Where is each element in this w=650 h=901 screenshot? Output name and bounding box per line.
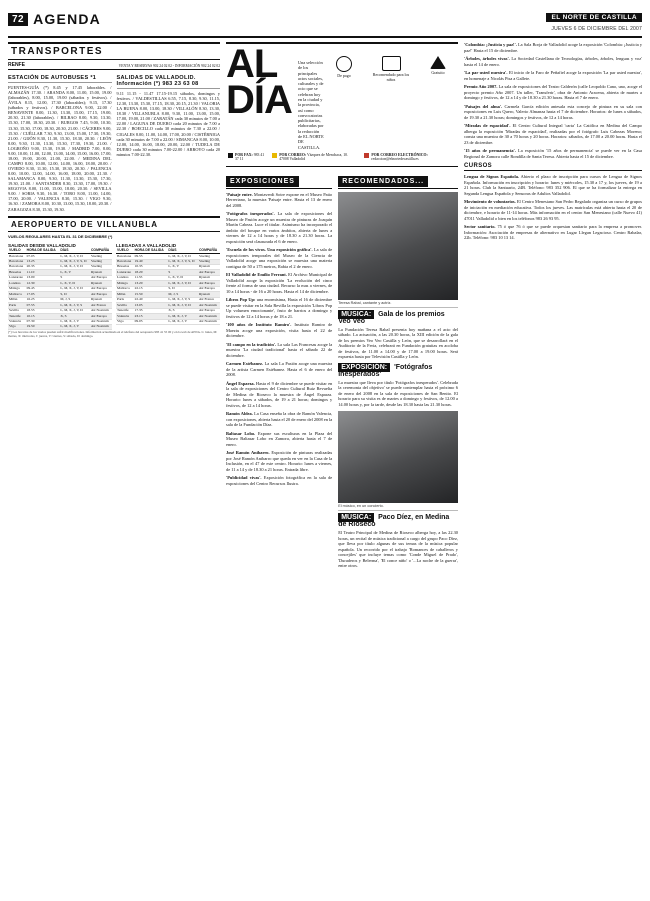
cursos-list bbox=[464, 174, 642, 241]
table-cell: 16.25 bbox=[26, 297, 60, 302]
table-cell: L, X, V bbox=[59, 270, 90, 275]
list-item bbox=[226, 247, 332, 269]
list-item bbox=[226, 192, 332, 209]
table-cell: Tenerife bbox=[8, 314, 26, 319]
item-lead: El Valladolid de Emilio Ferrant. bbox=[226, 272, 287, 277]
table-cell: L, M, X, J, V, S, D bbox=[167, 259, 198, 264]
list-item bbox=[226, 272, 332, 294]
table-cell: Air Nostrum bbox=[198, 303, 220, 308]
masthead-right bbox=[546, 6, 642, 32]
cursos-heading: CURSOS bbox=[464, 163, 642, 171]
aldia-banner bbox=[226, 42, 458, 167]
table-cell: Air Europa bbox=[198, 286, 220, 291]
item-text: El inicio de la Faro de Peñafiel acoge la exposición 'La par usted nuestra', en homenaje a Nicolás Pisa a Gallete. bbox=[464, 70, 642, 81]
item-lead: Ángel Esparza. bbox=[226, 380, 255, 386]
item-text: Hasta el 9 de diciembre se puede visitar en la sala de exposiciones del Centro Cultural Ruiz Revuelta de Medina de Rioseco la muestra de Ángel Esparza. Horario: lunes a sábados, de 19 a 21 horas; domingos y festivos, de 12 a 14 horas. bbox=[226, 380, 333, 408]
item-text: 75 ó que 76 ó que se puede orquestan sanitario para la empresa a promover. Información: Asociación de empresas de alternativo en Lugar Llegan Legacioso. Centro Rabalar, 22b. Teléfono: 983 10 13 14. bbox=[464, 224, 642, 240]
table-cell: L, M, X, J, V, D bbox=[59, 254, 90, 259]
music-paco-kicker: MÚSICA: bbox=[338, 513, 374, 522]
item-lead: '100 años de Instituto Ramiro'. bbox=[226, 322, 292, 327]
expo-fotografos-head bbox=[338, 364, 458, 378]
item-lead: 'Escuela de los vivos. Una exposición gráfica'. bbox=[226, 247, 313, 252]
item-text: La Sociedad Castellana de Tecnologías, árboles, árboles, lenguas y voz' hasta el 14 de enero. bbox=[464, 56, 642, 67]
table-cell: Valencia bbox=[116, 314, 134, 319]
table-cell: Mallorca bbox=[116, 286, 134, 291]
table-cell: Lanzarote bbox=[116, 270, 134, 275]
item-lead: Carmen Estébanez. bbox=[226, 361, 264, 366]
table-cell: S, D bbox=[59, 292, 90, 297]
item-lead: 'Paisaje entre. bbox=[226, 191, 253, 197]
item-text: El Archivo Municipal de Valladolid acoge la exposición 'La evolución del cinco frente al forma de una ciudad. Recurso la mas a viernes, de 10 a 14 horas - de 16 a 20 horas. Hasta el 14 de diciembre. bbox=[226, 272, 333, 294]
list-item bbox=[226, 211, 332, 244]
item-lead: Movimiento de voluntarios. bbox=[464, 199, 516, 204]
item-lead: 'Árboles, árboles vivas'. bbox=[464, 56, 510, 61]
item-lead: 'Colombia: ¡Justicia y paz!'. bbox=[464, 42, 517, 47]
table-cell: Milán bbox=[116, 292, 134, 297]
item-text: una enormísima, Hasta el 16 de diciembre se puede visitar en la Sala Revilla la exposición 'Libros Pop Up volumen emocionante', fruto de barrios a domingo y festivos de 12 a 14 horas y de 18 a 21. bbox=[226, 297, 333, 319]
table-cell: 17.05 bbox=[26, 292, 60, 297]
right-exposiciones-list bbox=[464, 42, 642, 159]
table-cell: Vueling bbox=[198, 259, 220, 264]
table-cell: 12.30 bbox=[26, 281, 60, 286]
item-lead: 'El campo en la tradición'. bbox=[226, 341, 277, 347]
table-cell: S, D bbox=[167, 286, 198, 291]
table-cell: L, M, X, J, V bbox=[59, 319, 90, 324]
th2-compania: COMPAÑÍA bbox=[198, 249, 220, 254]
exposiciones-list bbox=[226, 192, 332, 487]
item-text: Montaverdi Sotre expone en el Museo Patio Herreriano, la muestra 'Paisaje entre. Hasta el 13 de enero del 2008. bbox=[226, 191, 333, 208]
table-cell: Ryanair bbox=[90, 297, 112, 302]
list-item bbox=[226, 361, 332, 378]
table-cell: 22.40 bbox=[134, 297, 168, 302]
table-cell: Air France bbox=[198, 297, 220, 302]
aldia-subtitle: Una selección de los principales actos sociales, culturales y de ocio que se celebran hoy en la ciudad y la provincia, así como convocatorias publicitarias, elaboradas por la redacción de EL NORTE DE CASTILLA. bbox=[297, 60, 324, 150]
flights-in-title: LLEGADAS A VALLADOLID bbox=[116, 242, 177, 248]
table-cell: 09.05 bbox=[134, 319, 168, 324]
fax-text: 983 41 37 11 bbox=[235, 152, 265, 162]
table-cell: 11.10 bbox=[26, 270, 60, 275]
teresa-rabal-caption: Teresa Rabal, cantante y actriz. bbox=[338, 300, 458, 308]
item-text: La sala La Pasión acoge una muestra de la artista Carmen Estébanez. Hasta el 6 de enero del 2008. bbox=[226, 361, 333, 377]
newspaper-flag: EL NORTE DE CASTILLA bbox=[546, 13, 642, 22]
flights-out-table bbox=[8, 249, 112, 331]
table-cell: 13.05 bbox=[134, 303, 168, 308]
table-cell: 13.00 bbox=[26, 275, 60, 280]
section-title: AGENDA bbox=[33, 11, 101, 27]
table-cell: Barcelona bbox=[8, 254, 26, 259]
table-cell: S bbox=[167, 270, 198, 275]
table-cell: X, S bbox=[167, 308, 198, 313]
item-text: La Sala Borja de Valladolid acoge la exposición 'Colombia: ¡Justicia y paz!' Hasta el 15 de diciembre. bbox=[464, 42, 643, 53]
expo-fotografos-body: La muestra que lleva por título 'Fotógrafos inesperados'. Celebrada la ceremonia del objetivo' se puede contemplar hasta el próximo 6 de enero del 2008 en la sala de exposiciones de San Benito. El horario para su visita es de martes a domingo y festivos, de 12.00 a 14.00 horas y, por la tarde, desde las 18.30 hasta las 21.30 horas. bbox=[338, 379, 458, 407]
item-lead: 'Fotógrafos inesperados'. bbox=[226, 211, 275, 216]
bus-station-heading: ESTACIÓN DE AUTOBUSES *1 bbox=[8, 75, 112, 83]
table-cell: 07.30 bbox=[26, 319, 60, 324]
aldia-contact-legend bbox=[226, 153, 458, 162]
legend-free bbox=[418, 56, 458, 82]
item-lead: Premio Año 2007. bbox=[464, 84, 498, 89]
item-lead: 'Publicidad vivas'. bbox=[226, 475, 262, 480]
list-item bbox=[226, 297, 332, 319]
list-item bbox=[464, 199, 642, 221]
table-cell: Air Europa bbox=[198, 308, 220, 313]
column-right bbox=[464, 42, 642, 569]
mail-icon bbox=[272, 153, 277, 158]
airport-subheading: VUELOS REGULARES HASTA EL 31 DE DICIEMBRE (*) bbox=[8, 233, 113, 239]
table-cell: Vigo bbox=[116, 319, 134, 324]
item-text: La exposición '15 años de permanencia' se puede ver en la Casa Regional de Zamora calle Rondilla de Santa Teresa. Abierta hasta el 15 de diciembre. bbox=[464, 148, 643, 159]
bus-departures-col1: FUENTES-GUÍA (*) 8.45 y 17.45 laborables. / ALMAZÁN 17.30. / ARANDA 8.00, 11.00, 15.00, 19.00 (laborables), 8.00, 15.00, 19.00 (sábados y festivos). / ÁVILA 8.15, 12.00, 17.30 (laborables); 9.15, 17.30 (sábados y festivos). / BARCELONA 9.00, 22.00 / BENAVENTE 8.00, 11.30, 13.30, 15.00, 17.15, 19.00, 20.30, 21.30 (laborables). / BILBAO 8.00, 9.30, 13.30, 15.30, 17.00, 18.30, 20.30. / BURGOS 7.45, 9.00, 10.30, 13.30, 15.30, 17.00, 18.30, 20.30, 21.00. / CÁCERES 9.00, 15.30. / CUÉLLAR 7.30, 9.30, 13.00, 15.00, 17.30, 19.30, 21.00. / GIJÓN 8.30, 11.30, 15.30, 18.30, 20.30. / LEÓN 8.00, 9.30, 11.30, 13.30, 15.30, 17.30, 19.30, 21.00. / LOGROÑO 9.00, 15.30, 19.30. / MADRID 7.00, 8.00, 9.00, 10.00, 11.00, 12.00, 13.00, 14.00, 15.00, 16.00, 17.00, 18.00, 19.00, 20.00, 21.00, 22.00. / MEDINA DEL CAMPO 8.00, 10.00, 12.00, 14.00, 16.00, 18.00, 20.00. / OVIEDO 8.30, 11.30, 15.30, 18.30, 20.30. / PALENCIA 8.00, 10.00, 12.00, 14.00, 16.00, 18.00, 20.00, 21.30. / SALAMANCA 8.00, 9.30, 11.30, 13.30, 15.30, 17.30, 19.30, 21.00. / SANTANDER 8.30, 13.30, 17.00, 19.30. / SEGOVIA 8.00, 11.00, 15.00, 18.00, 20.30. / SEVILLA 9.00. / SORIA 9.30, 16.30. / TORO 8.00, 11.00, 14.00, 17.00, 20.00. / VALENCIA 8.30, 15.30. / VIGO 9.30, 16.30. / ZAMORA 8.00, 10.30, 13.00, 15.30, 18.00, 20.30. / ZARAGOZA 8.30, 15.30, 19.30. bbox=[8, 85, 112, 212]
table-cell: 10.15 bbox=[26, 314, 60, 319]
table-cell: Vueling bbox=[90, 254, 112, 259]
table-cell: L, M, X, J, V, D bbox=[167, 254, 198, 259]
table-cell: Barcelona bbox=[8, 259, 26, 264]
item-lead: Libros Pop Up: bbox=[226, 297, 256, 302]
table-cell: Air Nostrum bbox=[90, 325, 112, 330]
table-cell: L, X, V bbox=[167, 265, 198, 270]
item-lead: José Ramón Anibarro. bbox=[226, 450, 270, 455]
money-icon bbox=[336, 56, 352, 72]
table-cell: Air Europa bbox=[90, 292, 112, 297]
table-cell: 07.55 bbox=[26, 303, 60, 308]
musico-caption: El músico, en un concierto. bbox=[338, 503, 458, 511]
table-cell: Air Europa bbox=[90, 314, 112, 319]
airport-heading: AEROPUERTO DE VILLANUBLA bbox=[8, 216, 220, 232]
flights-in-table bbox=[116, 249, 220, 325]
table-cell: Air Europa bbox=[90, 286, 112, 291]
item-text: Expone sus esculturas en la Plaza del Museo Baltasar Lobo en Zamora, abierta hasta el 7 de enero. bbox=[226, 430, 333, 447]
item-lead: '15 años de permanencia'. bbox=[464, 148, 516, 153]
recomendados-heading: RECOMENDADOS... bbox=[338, 176, 428, 187]
masthead bbox=[0, 0, 650, 34]
page-body bbox=[0, 38, 650, 569]
item-lead: Ramón Aldea. bbox=[226, 411, 253, 416]
item-text: La sala de exposiciones del Museo de Pasión acoge un muestra de pinturas de Joaquín Martín Cabeza. Luce el titular. Asimismo ha incorporado el ámbito del bosque en varios ámbitos, abierta de lunes a viernes de 12 a 14 horas y de 18.30 a 21.30 horas. La exposición será clausurada el 6 de enero. bbox=[226, 211, 333, 244]
legend-free-label: Gratuito bbox=[431, 70, 445, 75]
item-lead: 'La par usted nuestra'. bbox=[464, 70, 508, 75]
table-cell: 09.45 bbox=[26, 286, 60, 291]
table-cell: M, J, S bbox=[59, 297, 90, 302]
table-cell: 15.50 bbox=[134, 292, 168, 297]
table-cell: Vueling bbox=[198, 254, 220, 259]
renfe-label: RENFE bbox=[8, 62, 25, 68]
table-cell: L, X, V, D bbox=[167, 275, 198, 280]
th2-dias: DÍAS bbox=[167, 249, 198, 254]
table-cell: Air Europa bbox=[198, 281, 220, 286]
table-cell: M, J, S bbox=[167, 292, 198, 297]
column-transportes bbox=[8, 42, 220, 569]
table-cell: París bbox=[8, 303, 26, 308]
item-text: Exposición de pinturas realizadas por José Ramón Anibarro que queda en ver en la Casa de la Inclusión, en el 47 de este centro. Horario: lunes a viernes, de 11 a 14 y de 18.30 a 21 horas. Entrada libre. bbox=[226, 450, 333, 472]
table-cell: Ryanair bbox=[90, 270, 112, 275]
table-cell: Air Nostrum bbox=[198, 314, 220, 319]
musico-photo bbox=[338, 411, 458, 503]
table-cell: L, X, V, D bbox=[59, 281, 90, 286]
music-paco-body: El Teatro Principal de Medina de Rioseco alberga hoy, a las 22.30 horas, un recital de música tradicional a cargo del grupo Paco Díez, que lleva por título algunas de sus temas de la música popular española. Un recorrido por el trabajo 'Romances de caballeros y concejiles' que incluye temas como 'Conde Miguel de Prado', 'Duraderos y Belerma', 'El conce niño' o '...La noche de la guerra', entre otros. bbox=[338, 530, 458, 568]
list-item bbox=[464, 123, 642, 145]
item-text: La Casa enseña la obra de Ramón Valencia, con exposiciones, abierta hasta el 20 de enero del 2008 en la sala de la Fundación Díaz. bbox=[226, 411, 333, 427]
fax-title: POR FAX: bbox=[235, 152, 253, 157]
music-gala-head bbox=[338, 311, 458, 325]
table-cell: 23.15 bbox=[134, 314, 168, 319]
table-cell: Málaga bbox=[8, 286, 26, 291]
table-cell: Ryanair bbox=[198, 265, 220, 270]
list-item bbox=[226, 411, 332, 428]
kids-icon bbox=[382, 56, 401, 71]
list-item bbox=[226, 431, 332, 448]
list-item bbox=[226, 450, 332, 472]
table-cell: Barcelona bbox=[8, 265, 26, 270]
exposiciones-block bbox=[226, 170, 332, 569]
music-gala-kicker: MÚSICA: bbox=[338, 310, 374, 319]
bus-station-col2-heading: SALIDAS DE VALLADOLID. Información (*) 983 23 63 08 bbox=[117, 75, 221, 89]
table-cell: Vigo bbox=[8, 325, 26, 330]
table-cell: Valencia bbox=[8, 319, 26, 324]
list-item bbox=[464, 70, 642, 81]
item-text: Abierto el plazo de inscripción para cursos de Lengua de Signos Española. Información en inscripción y horario: lunes y miércoles, 15.30 a 17 y, los jueves, de 19 a 21 horas. Club la Santuario, 24B. Teléfono: 983 352 906. El que se ha formalizar la entrega en Segunda Lengua Española y Sensoras de Adultos Valladolid. bbox=[464, 174, 642, 196]
table-cell: Tenerife bbox=[116, 308, 134, 313]
table-cell: 13.25 bbox=[26, 259, 60, 264]
item-lead: Baltasar Lobo. bbox=[226, 430, 256, 436]
table-cell: Milán bbox=[8, 297, 26, 302]
list-item bbox=[464, 42, 642, 53]
renfe-phones: VENTA Y RESERVAS 902 24 02 02 - INFORMACIÓN 902 24 02 02 bbox=[118, 64, 220, 68]
table-cell: Ryanair bbox=[198, 275, 220, 280]
teresa-rabal-photo bbox=[338, 192, 458, 300]
aldia-icon-legend bbox=[324, 46, 458, 82]
table-cell: Londres bbox=[116, 275, 134, 280]
mail-title: POR CORREO: bbox=[279, 152, 307, 157]
table-cell: Bruselas bbox=[116, 265, 134, 270]
list-item bbox=[464, 84, 642, 101]
list-item bbox=[226, 322, 332, 339]
table-cell: L, M, X, J, V, D bbox=[59, 308, 90, 313]
expo-fotografos-kicker: EXPOSICIÓN: bbox=[338, 363, 390, 372]
music-paco-head bbox=[338, 514, 458, 528]
table-cell: L, M, X, J, V, S bbox=[167, 297, 198, 302]
table-cell: Sevilla bbox=[116, 303, 134, 308]
table-cell: Sevilla bbox=[8, 308, 26, 313]
table-cell: 20.35 bbox=[26, 265, 60, 270]
legend-kids-label: Recomendado para los niños bbox=[372, 72, 410, 82]
table-cell: Vueling bbox=[90, 259, 112, 264]
table-cell: Air France bbox=[90, 303, 112, 308]
list-item bbox=[464, 224, 642, 241]
table-cell: Lanzarote bbox=[8, 275, 26, 280]
table-cell: 11.55 bbox=[134, 275, 168, 280]
table-cell: 10.35 bbox=[134, 265, 168, 270]
item-text: El Centro Menesiano San Pedro Regalado organiza un curso de grupos de iniciación en mediación educativa. Todos los jueves. Las matrículas está abierta hasta el 20 de diciembre, e horario de 11-14 horas. Más información en el centro San Menesiano (calle Nuevo 41) 47011 Valladolid o bien en los teléfonos 983 26 93 95. bbox=[464, 199, 642, 221]
item-text: La sala de exposiciones temporales del Museo de la Ciencia de Valladolid acoge una exposición se muestra una materia contigua de 50 a 175 metros, Rabia el 2 de enero. bbox=[226, 247, 333, 269]
transportes-heading: TRANSPORTES bbox=[8, 42, 220, 60]
email-text[interactable]: redaccion@elnortedecastilla.es bbox=[371, 157, 419, 162]
contact-fax bbox=[228, 153, 266, 162]
item-text: La sala de exposiciones del Teatro Calderón (calle Leopoldo Cano, uno, acoge el proyecto premio Año 2007. Un taller, 'Transferir', obra de Antonio Aracena, abierta de martes a domingo y festivos, de 12 a 14 y de 18.30 a 21.30 horas. Hasta el 7 de enero. bbox=[464, 84, 642, 100]
fax-icon bbox=[228, 153, 233, 158]
page-number: 72 bbox=[8, 13, 28, 26]
contact-email bbox=[364, 153, 458, 162]
music-gala-body: La Fundación Teresa Rabal presenta hoy mañana a el acto del sábado. La actuación, a las 20.30 horas, la XIII edición de la gala de los premios Veo Veo Castilla y León, que se desarrollará en el Auditorio de la Feria, celebrará en Fundación gratuitas en acoloba de festivos, de 11.00 a 14.00 y de 17.00 a 19.00 horas. Será expuesta hasta por Televisión Castilla y León. bbox=[338, 326, 458, 359]
table-cell: Bruselas bbox=[8, 270, 26, 275]
table-row bbox=[116, 319, 220, 324]
table-cell: Air Nostrum bbox=[90, 319, 112, 324]
item-text: La sala Las Francesas acoge la muestra 'La ciudad tradicional' hasta el sábado 22 de diciembre. bbox=[226, 341, 333, 358]
table-cell: L, M, X, J, V, D bbox=[59, 265, 90, 270]
table-cell: 18.20 bbox=[134, 270, 168, 275]
table-cell: L, M, X, J, V bbox=[167, 319, 198, 324]
list-item bbox=[464, 104, 642, 121]
music-gala-title: Gala de los premios Veo Veo bbox=[338, 310, 445, 325]
column-aldia bbox=[226, 42, 458, 569]
table-cell: 13.20 bbox=[134, 281, 168, 286]
contact-mail bbox=[272, 153, 358, 162]
table-cell: L, M, X, J, V, D bbox=[167, 281, 198, 286]
list-item bbox=[226, 381, 332, 409]
table-cell: 19.40 bbox=[134, 259, 168, 264]
table-cell: Air Nostrum bbox=[198, 319, 220, 324]
email-icon bbox=[364, 153, 369, 158]
table-cell: X, S bbox=[59, 314, 90, 319]
table-cell: L, M, X, J, V, S bbox=[59, 303, 90, 308]
th-dias: DÍAS bbox=[59, 249, 90, 254]
table-cell: Ryanair bbox=[198, 292, 220, 297]
free-icon bbox=[430, 56, 446, 69]
mail-text: Vázquez de Menchaca, 10. 47008 Valladolid bbox=[279, 152, 348, 162]
table-cell: Ryanair bbox=[90, 281, 112, 286]
table-cell: París bbox=[116, 297, 134, 302]
table-cell: Air Europa bbox=[198, 270, 220, 275]
music-paco-title: Paco Díez, en Medina de Rioseco bbox=[338, 514, 450, 528]
table-cell: Barcelona bbox=[116, 254, 134, 259]
table-cell: L, M, X, J, V bbox=[59, 325, 90, 330]
table-cell: 22.15 bbox=[134, 286, 168, 291]
table-cell: 09.55 bbox=[134, 254, 168, 259]
legend-kids bbox=[371, 56, 411, 82]
table-row bbox=[8, 325, 112, 330]
issue-date: JUEVES 6 DE DICIEMBRE DEL 2007 bbox=[551, 26, 642, 32]
recomendados-block bbox=[338, 170, 458, 569]
table-cell: 18.55 bbox=[26, 308, 60, 313]
aldia-title: AL DÍA bbox=[226, 42, 292, 122]
item-text: Exposición fotográfica en la sala de exposiciones del Centro Recursos Ilustra. bbox=[226, 475, 333, 486]
table-cell: Londres bbox=[8, 281, 26, 286]
exposiciones-heading: EXPOSICIONES bbox=[226, 176, 299, 187]
table-cell: S bbox=[59, 275, 90, 280]
table-cell: Air Europa bbox=[90, 275, 112, 280]
table-cell: 17.35 bbox=[134, 308, 168, 313]
table-cell: L, M, X, J, V bbox=[167, 314, 198, 319]
table-cell: Vueling bbox=[90, 265, 112, 270]
item-lead: 'Paisajes del alma'. bbox=[464, 103, 503, 109]
flights-out-title: SALIDAS DESDE VALLADOLID bbox=[8, 242, 76, 248]
expo-fotografos-title: 'Fotógrafos inesperados' bbox=[338, 363, 433, 378]
airport-note: (*) Los horarios de los vuelos pueden sufrir modificaciones. Información actualizada en el teléfono del aeropuerto 983 41 55 00 y en la web de AENA. L: lunes, M: martes, X: miércoles, J: jueves, V: viernes, S: sábado, D: domingo. bbox=[8, 330, 218, 338]
list-item bbox=[464, 174, 642, 196]
table-cell: 19.50 bbox=[26, 325, 60, 330]
item-lead: 'Miradas de espacidad'. bbox=[464, 123, 511, 128]
table-cell: Air Nostrum bbox=[90, 308, 112, 313]
list-item bbox=[226, 475, 332, 486]
th2-vuelo: VUELO bbox=[116, 249, 134, 254]
th-compania: COMPAÑÍA bbox=[90, 249, 112, 254]
table-cell: Barcelona bbox=[116, 259, 134, 264]
legend-money bbox=[324, 56, 364, 82]
item-text: Instituto Ramiro de Maeztu acoge una exposición, visita hasta el 22 de diciembre. bbox=[226, 322, 333, 338]
item-lead: Sector sanitario. bbox=[464, 224, 496, 229]
table-cell: L, M, X, J, V, S, D bbox=[59, 259, 90, 264]
item-lead: Lengua de Signos Española. bbox=[464, 174, 519, 179]
table-cell: Málaga bbox=[116, 281, 134, 286]
email-title: POR CORREO ELECTRÓNICO: bbox=[371, 152, 428, 157]
th2-hora: HORA DE SALIDA bbox=[134, 249, 168, 254]
table-cell: L, M, X, J, V, D bbox=[59, 286, 90, 291]
item-text: Carmela García edición antesala esta concejo de pintura en su sala con exposiciones en Luis Quero, Valerio Almanza hasta el 7 de diciembre. Horarios: de lunes a sábados, de 19.30 a 21.30 horas; domingos y festivos, de 12 a 14 horas. bbox=[464, 103, 642, 120]
item-text: El Centro Cultural Integral 'carta' La Católica en Medina del Campo alberga la exposición 'Miradas de espacidad', realizadas por el fotógrafo Luis Cabezas Moreno; consta una muestra de 30 a 70 horas y 20 horas. Horarios: sábados, de 17.00 a 20.00 horas. Hasta el 23 de diciembre. bbox=[464, 123, 642, 145]
list-item bbox=[464, 56, 642, 67]
legend-money-label: De pago bbox=[337, 73, 351, 78]
table-cell: L, M, X, J, V, D bbox=[167, 303, 198, 308]
table-cell: Mallorca bbox=[8, 292, 26, 297]
table-cell: 07.05 bbox=[26, 254, 60, 259]
th-vuelo: VUELO bbox=[8, 249, 26, 254]
th-hora: HORA DE SALIDA bbox=[26, 249, 60, 254]
bus-departures-col2: 9.11 11.15 - 11.47 17.15-19.15 sábados, domingos y festivos. / VALDESTILLAS 6.55, 7.15, 8.30, 9.30, 11.15, 12.30, 13.30, 15.30, 17.15, 18.30, 20.15, 21.30 / VALORIA LA BUENA 8.00, 13.00, 18.30 / VILLALÓN 8.30, 13.30, 18.30 / VILLANUBLA 8.00, 9.30, 11.00, 13.00, 15.00, 17.00, 19.00, 21.00 / ZARATÁN cada 30 minutos de 7.00 a 22.00 / LAGUNA DE DUERO cada 20 minutos de 7.00 a 22.30 / BOECILLO cada 30 minutos de 7.30 a 22.00 / CIGALES 8.00, 11.00, 14.00, 17.00, 20.00 / CISTÉRNIGA cada 30 minutos de 7.00 a 22.00 / SIMANCAS 8.00, 10.00, 12.00, 14.00, 16.00, 18.00, 20.00, 22.00 / TUDELA DE DUERO cada 30 minutos 7.00-22.00 / ARROYO cada 20 minutos 7.00-22.30. bbox=[116, 91, 220, 157]
list-item bbox=[226, 342, 332, 359]
list-item bbox=[464, 148, 642, 159]
